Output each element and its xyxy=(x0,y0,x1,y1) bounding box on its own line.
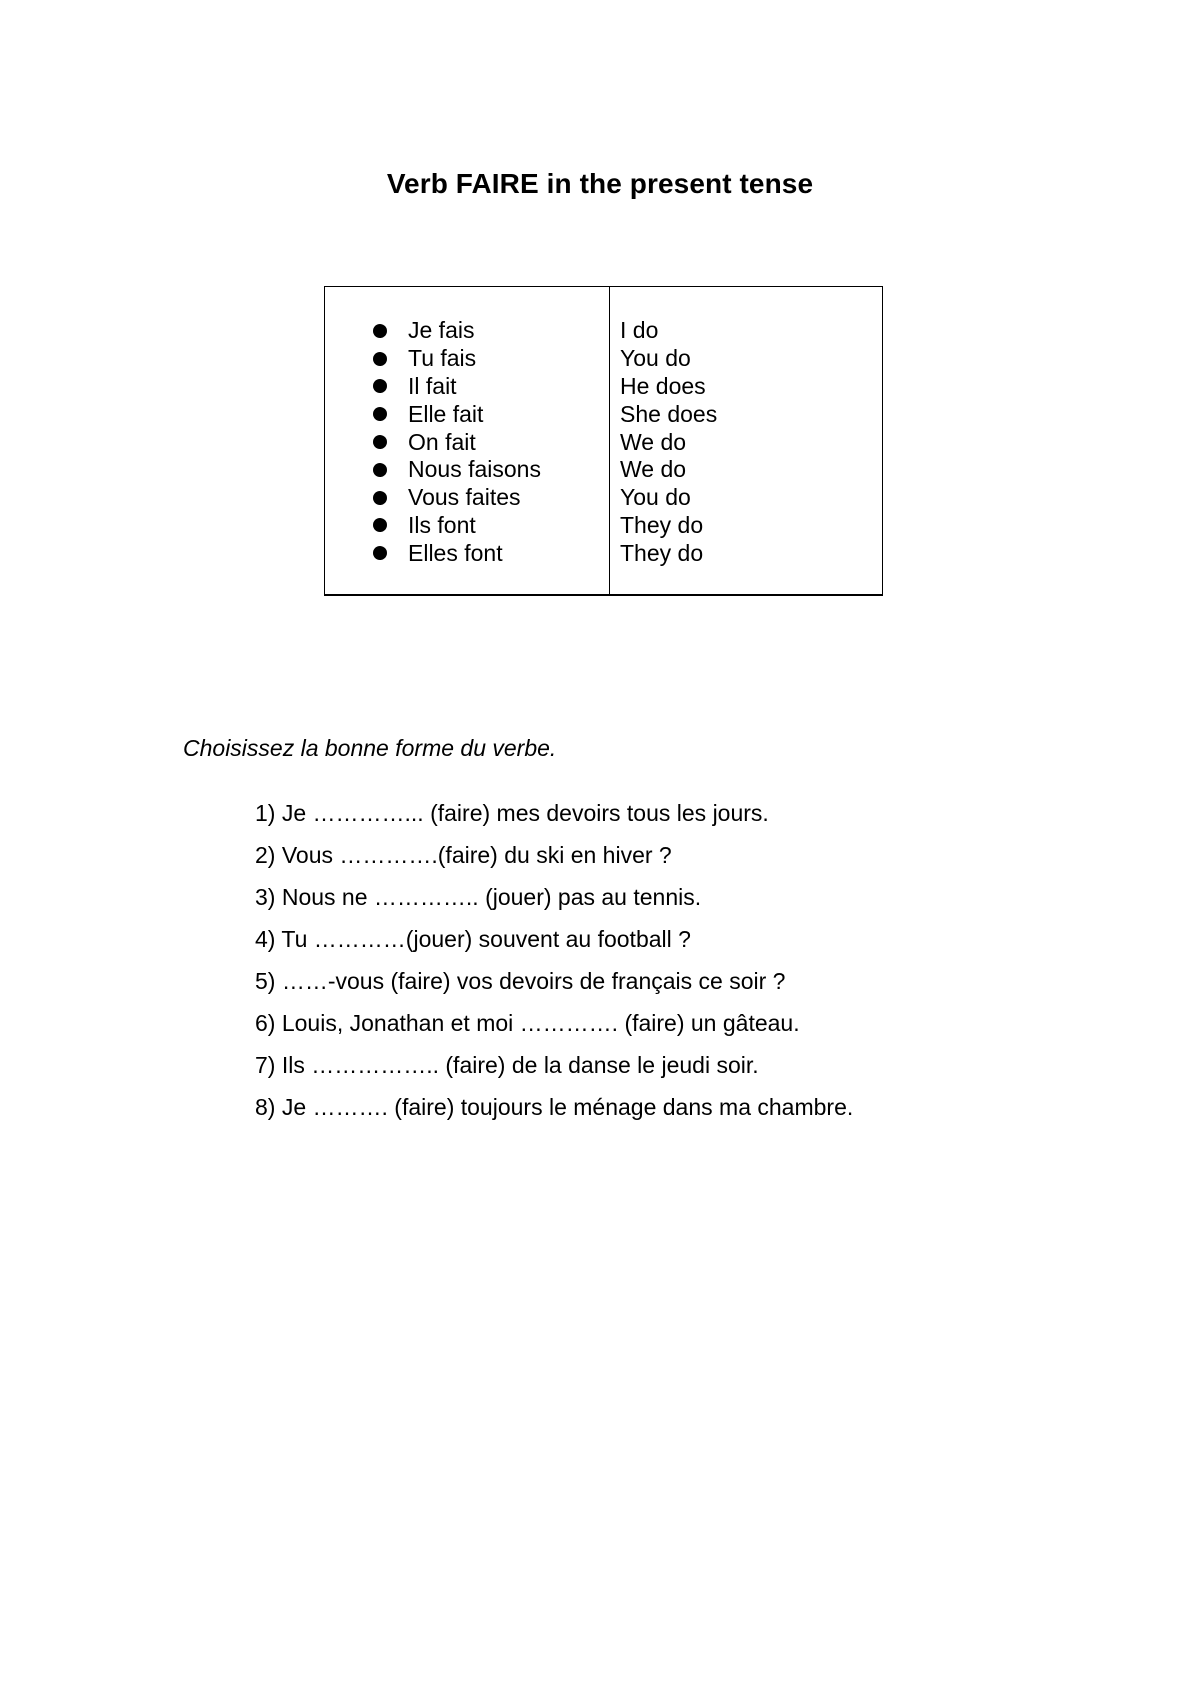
french-row xyxy=(373,456,541,484)
french-row xyxy=(373,373,541,401)
french-row xyxy=(373,484,541,512)
exercise-item: 6) Louis, Jonathan et moi …………. (faire) un gâteau. xyxy=(255,1009,800,1036)
french-column xyxy=(373,317,541,567)
bullet-icon xyxy=(373,463,387,477)
conjugation-table xyxy=(324,286,883,596)
french-form: Je fais xyxy=(408,317,475,344)
exercise-list xyxy=(255,792,853,1128)
table-column-divider xyxy=(609,287,610,594)
exercise-item: 7) Ils …………….. (faire) de la danse le jeudi soir. xyxy=(255,1051,759,1078)
exercise-item: 5) ……-vous (faire) vos devoirs de français ce soir ? xyxy=(255,967,786,994)
english-translation: They do xyxy=(620,511,704,538)
bullet-icon xyxy=(373,546,387,560)
french-row xyxy=(373,345,541,373)
english-translation: I do xyxy=(620,317,659,344)
bullet-icon xyxy=(373,324,387,338)
exercise-item: 4) Tu …………(jouer) souvent au football ? xyxy=(255,925,691,952)
french-row xyxy=(373,539,541,567)
bullet-icon xyxy=(373,491,387,505)
french-row xyxy=(373,400,541,428)
english-translation: She does xyxy=(620,400,718,427)
french-form: Il fait xyxy=(408,372,457,399)
exercise-item: 3) Nous ne ………….. (jouer) pas au tennis. xyxy=(255,883,702,910)
bullet-icon xyxy=(373,407,387,421)
bullet-icon xyxy=(373,352,387,366)
french-form: On fait xyxy=(408,428,476,455)
english-translation: They do xyxy=(620,539,704,566)
exercise-instruction: Choisissez la bonne forme du verbe. xyxy=(183,735,557,761)
english-column xyxy=(620,317,717,567)
exercise-item: 1) Je …………... (faire) mes devoirs tous les jours. xyxy=(255,799,769,826)
page-title: Verb FAIRE in the present tense xyxy=(386,168,814,199)
french-form: Ils font xyxy=(408,511,476,538)
french-row xyxy=(373,512,541,540)
english-translation: We do xyxy=(620,456,687,483)
french-form: Tu fais xyxy=(408,345,477,372)
french-form: Elle fait xyxy=(408,400,484,427)
exercise-item: 2) Vous ………….(faire) du ski en hiver ? xyxy=(255,841,672,868)
bullet-icon xyxy=(373,435,387,449)
exercise-item: 8) Je ………. (faire) toujours le ménage dans ma chambre. xyxy=(255,1093,854,1120)
english-translation: You do xyxy=(620,484,691,511)
french-row xyxy=(373,317,541,345)
bullet-icon xyxy=(373,518,387,532)
french-form: Nous faisons xyxy=(408,456,541,483)
english-translation: You do xyxy=(620,345,691,372)
french-form: Elles font xyxy=(408,539,503,566)
french-form: Vous faites xyxy=(408,484,521,511)
english-translation: He does xyxy=(620,372,706,399)
english-translation: We do xyxy=(620,428,687,455)
bullet-icon xyxy=(373,379,387,393)
french-row xyxy=(373,428,541,456)
